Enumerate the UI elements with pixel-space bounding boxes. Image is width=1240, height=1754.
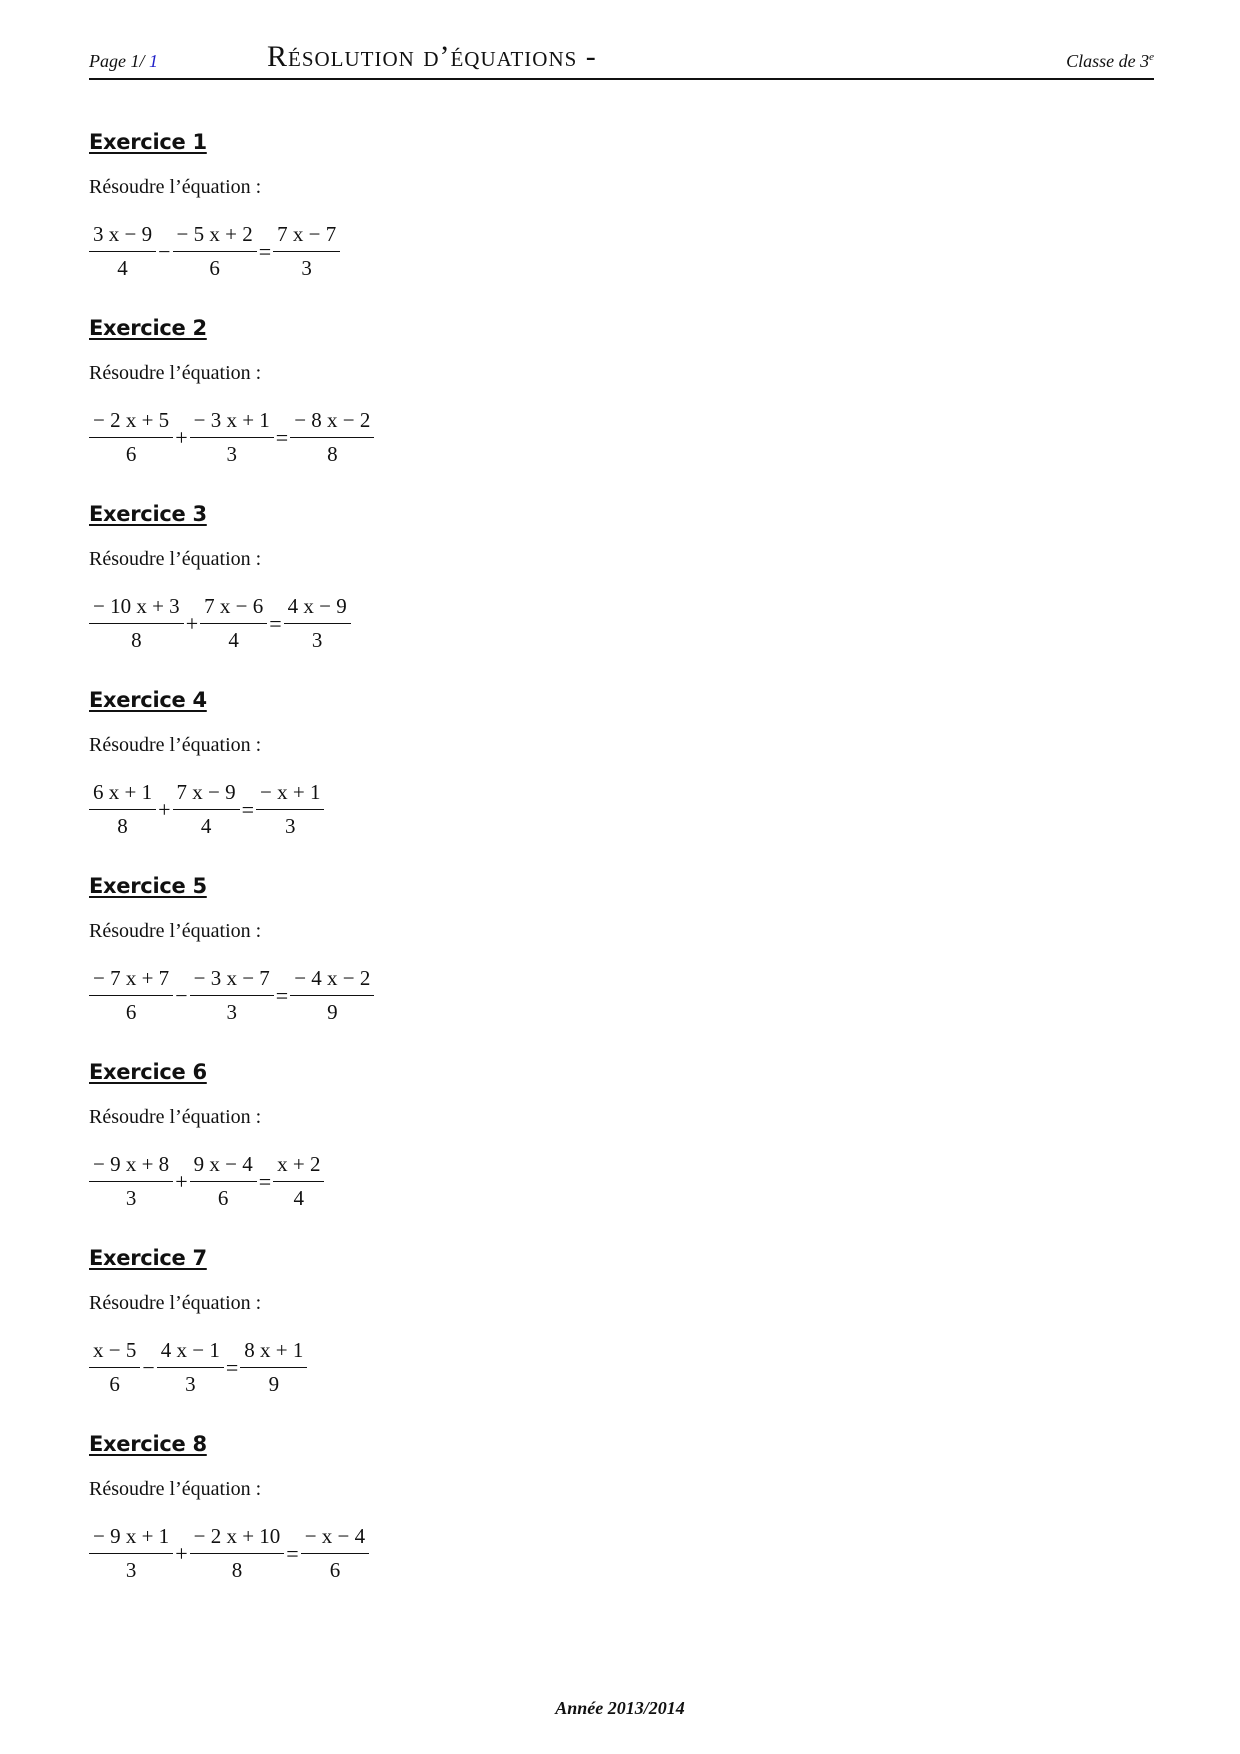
denominator: 8 [231, 1558, 243, 1582]
fraction [89, 594, 184, 653]
exercise-title: Exercice 5 [89, 874, 207, 898]
exercise-instruction: Résoudre l’équation : [89, 362, 262, 384]
denominator: 3 [125, 1558, 137, 1582]
denominator: 8 [131, 628, 142, 652]
fraction [89, 1152, 173, 1211]
equals-sign: = [275, 982, 289, 1008]
denominator: 3 [311, 628, 323, 652]
exercise-instruction: Résoudre l’équation : [89, 1478, 262, 1500]
denominator: 3 [301, 256, 312, 280]
equals-sign: = [258, 238, 272, 264]
exercise-title: Exercice 1 [89, 130, 207, 154]
class-text: Classe de 3 [1066, 51, 1150, 71]
equals-sign: = [286, 1540, 299, 1566]
fraction [301, 1524, 369, 1583]
exercise-instruction: Résoudre l’équation : [89, 1292, 262, 1314]
fraction [89, 222, 156, 281]
fraction [256, 780, 324, 839]
numerator: − 8 x − 2 [290, 408, 374, 438]
exercise-title: Exercice 8 [89, 1432, 207, 1456]
numerator: − 9 x + 1 [89, 1524, 173, 1554]
denominator: 6 [125, 1000, 137, 1024]
fraction [173, 222, 257, 281]
equals-sign: = [258, 1168, 272, 1194]
equation [89, 1338, 307, 1397]
numerator: − 3 x + 1 [190, 408, 274, 438]
numerator: 6 x + 1 [89, 780, 156, 810]
class-label [1066, 51, 1154, 72]
fraction [157, 1338, 224, 1397]
numerator: 8 x + 1 [240, 1338, 307, 1368]
page-label: Page 1/ [89, 51, 145, 71]
equation [89, 1524, 369, 1583]
exercise-1 [89, 130, 1089, 316]
equation [89, 408, 374, 467]
fraction [290, 966, 374, 1025]
equation [89, 594, 351, 653]
operator: + [175, 1168, 188, 1194]
operator: − [158, 238, 171, 264]
exercise-instruction: Résoudre l’équation : [89, 1106, 262, 1128]
exercise-instruction: Résoudre l’équation : [89, 734, 262, 756]
denominator: 6 [217, 1186, 229, 1210]
exercise-instruction: Résoudre l’équation : [89, 176, 262, 198]
document-title: Résolution d’équations - [267, 40, 597, 73]
fraction [200, 594, 267, 653]
fraction [190, 966, 274, 1025]
denominator: 9 [268, 1372, 280, 1396]
numerator: − x − 4 [301, 1524, 369, 1554]
numerator: − 9 x + 8 [89, 1152, 173, 1182]
fraction [173, 780, 240, 839]
denominator: 4 [117, 256, 128, 280]
denominator: 3 [125, 1186, 137, 1210]
fraction [89, 408, 173, 467]
numerator: − x + 1 [256, 780, 324, 810]
page-footer: Année 2013/2014 [555, 1698, 685, 1718]
equation [89, 966, 374, 1025]
operator: − [175, 982, 188, 1008]
exercise-title: Exercice 4 [89, 688, 207, 712]
numerator: 7 x − 9 [173, 780, 240, 810]
numerator: x + 2 [273, 1152, 324, 1182]
page-total-link[interactable]: 1 [149, 51, 158, 71]
denominator: 4 [228, 628, 239, 652]
exercise-list [89, 130, 1089, 1618]
fraction [89, 1338, 140, 1397]
equation [89, 780, 324, 839]
denominator: 8 [327, 442, 338, 466]
equation [89, 222, 340, 281]
fraction [190, 1524, 285, 1583]
fraction [89, 966, 173, 1025]
fraction [240, 1338, 307, 1397]
fraction [284, 594, 351, 653]
fraction [190, 1152, 257, 1211]
fraction [290, 408, 374, 467]
equals-sign: = [275, 424, 289, 450]
denominator: 6 [209, 256, 220, 280]
exercise-instruction: Résoudre l’équation : [89, 548, 262, 570]
class-superscript: e [1149, 51, 1154, 63]
exercise-title: Exercice 6 [89, 1060, 207, 1084]
equation [89, 1152, 324, 1211]
exercise-4 [89, 688, 1089, 874]
exercise-title: Exercice 7 [89, 1246, 207, 1270]
fraction [89, 780, 156, 839]
denominator: 3 [226, 442, 237, 466]
operator: + [175, 424, 188, 450]
exercise-6 [89, 1060, 1089, 1246]
numerator: 3 x − 9 [89, 222, 156, 252]
numerator: 4 x − 1 [157, 1338, 224, 1368]
denominator: 6 [125, 442, 137, 466]
denominator: 3 [285, 814, 296, 838]
operator: − [142, 1354, 155, 1380]
equals-sign: = [241, 796, 255, 822]
exercise-2 [89, 316, 1089, 502]
numerator: − 2 x + 5 [89, 408, 173, 438]
page-header [89, 40, 1154, 80]
denominator: 3 [226, 1000, 237, 1024]
operator: + [175, 1540, 188, 1566]
numerator: − 5 x + 2 [173, 222, 257, 252]
denominator: 4 [200, 814, 212, 838]
fraction [273, 222, 340, 281]
exercise-instruction: Résoudre l’équation : [89, 920, 262, 942]
operator: + [158, 796, 171, 822]
exercise-7 [89, 1246, 1089, 1432]
equals-sign: = [269, 610, 282, 636]
numerator: 9 x − 4 [190, 1152, 257, 1182]
numerator: − 10 x + 3 [89, 594, 184, 624]
numerator: − 2 x + 10 [190, 1524, 285, 1554]
fraction [190, 408, 274, 467]
denominator: 4 [293, 1186, 305, 1210]
denominator: 3 [185, 1372, 196, 1396]
numerator: − 7 x + 7 [89, 966, 173, 996]
equals-sign: = [225, 1354, 239, 1380]
denominator: 9 [327, 1000, 338, 1024]
denominator: 6 [109, 1372, 120, 1396]
exercise-title: Exercice 2 [89, 316, 207, 340]
denominator: 6 [329, 1558, 341, 1582]
denominator: 8 [117, 814, 128, 838]
numerator: 4 x − 9 [284, 594, 351, 624]
operator: + [185, 610, 199, 636]
fraction [89, 1524, 173, 1583]
numerator: − 4 x − 2 [290, 966, 374, 996]
exercise-title: Exercice 3 [89, 502, 207, 526]
numerator: 7 x − 6 [200, 594, 267, 624]
numerator: x − 5 [89, 1338, 140, 1368]
page-number [89, 51, 158, 72]
fraction [273, 1152, 324, 1211]
exercise-5 [89, 874, 1089, 1060]
exercise-8 [89, 1432, 1089, 1618]
numerator: 7 x − 7 [273, 222, 340, 252]
exercise-3 [89, 502, 1089, 688]
numerator: − 3 x − 7 [190, 966, 274, 996]
